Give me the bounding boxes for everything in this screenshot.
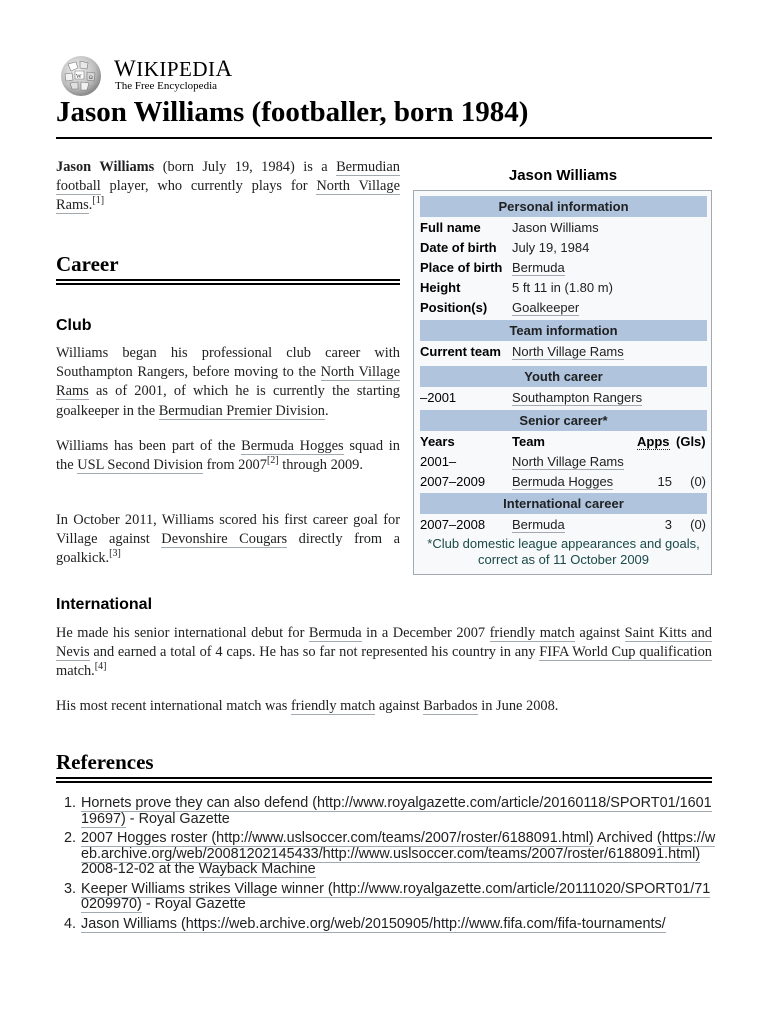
- infobox-col-apps[interactable]: Apps: [637, 434, 670, 449]
- intro-text: (born July 19, 1984) is a: [154, 159, 337, 175]
- link-barbados[interactable]: Barbados: [423, 698, 478, 714]
- body-text: Williams has been part of the: [56, 438, 242, 454]
- body-text: and earned a total of 4 caps. He has so far not represented his country in any: [89, 644, 540, 661]
- link-bermuda-hogges[interactable]: Bermuda Hogges: [512, 474, 614, 489]
- section-heading-career: Career: [56, 252, 119, 276]
- infobox-heading-senior: Senior career*: [420, 410, 707, 431]
- body-text: against: [375, 698, 424, 714]
- link-bermudian-premier-division[interactable]: Bermudian Premier Division: [158, 402, 325, 419]
- infobox-intl-years: 2007–2008: [420, 517, 486, 532]
- infobox-senior-years: 2001–: [420, 454, 457, 469]
- body-text: from 2007: [202, 457, 267, 474]
- link-bermuda-hogges[interactable]: Bermuda Hogges: [241, 438, 344, 454]
- subsection-heading-international: International: [56, 596, 153, 613]
- link-north-village-rams[interactable]: North Village Rams: [512, 344, 624, 359]
- page-title: Jason Williams (footballer, born 1984): [56, 96, 529, 128]
- link-wayback-machine[interactable]: Wayback Machine: [198, 861, 316, 877]
- infobox-value-dob: July 19, 1984: [512, 240, 590, 255]
- infobox-label-position: Position(s): [420, 300, 488, 315]
- reference-number: 1.: [63, 795, 76, 811]
- body-text: He made his senior international debut for: [56, 625, 309, 641]
- link-fifa-world-cup-qualification[interactable]: FIFA World Cup qualification: [539, 644, 713, 661]
- section-heading-references: References: [56, 750, 154, 774]
- infobox-heading-international: International career: [420, 493, 707, 514]
- link-north-village-rams[interactable]: North Village Rams: [56, 178, 400, 214]
- reference-link[interactable]: 2007 Hogges roster (http://www.uslsoccer.com/teams/2007/roster/6188091.html): [81, 830, 594, 846]
- body-text: in June 2008.: [477, 698, 559, 714]
- body-text: against: [574, 625, 625, 641]
- reference-item: [56, 882, 716, 913]
- svg-text:Ω: Ω: [89, 76, 93, 81]
- infobox-label-pob: Place of birth: [420, 260, 503, 275]
- body-text: His most recent international match was: [56, 698, 291, 714]
- body-text: In October 2011, Williams scored his first career goal for Village against: [56, 512, 400, 548]
- intro-text: .: [88, 197, 93, 214]
- infobox-label-full-name: Full name: [420, 220, 481, 235]
- reference-number: 3.: [63, 880, 76, 897]
- svg-text:W: W: [76, 74, 82, 80]
- link-bermudian-football[interactable]: Bermudian football: [56, 159, 401, 195]
- club-paragraph-3: [56, 511, 400, 569]
- wikipedia-wordmark: WIKIPEDIA: [114, 56, 233, 81]
- reference-source: - Royal Gazette: [141, 896, 246, 912]
- body-text: in a December 2007: [361, 625, 490, 641]
- reference-number: 4.: [63, 915, 76, 932]
- reference-item: [56, 831, 716, 878]
- ref-link-2[interactable]: [2]: [266, 455, 279, 467]
- infobox-col-years: Years: [420, 434, 455, 449]
- body-text: Williams began his professional club career with Southampton Rangers, before moving to the: [56, 345, 400, 381]
- infobox-value-height: 5 ft 11 in (1.80 m): [512, 280, 613, 295]
- wikipedia-globe-logo[interactable]: [56, 54, 106, 98]
- infobox-senior-gls: (0): [690, 474, 706, 489]
- infobox-footnote: *Club domestic league appearances and goals, correct as of 11 October 2009: [427, 536, 700, 567]
- infobox-heading-youth: Youth career: [420, 366, 707, 387]
- link-north-village-rams[interactable]: North Village Rams: [512, 454, 624, 469]
- career-divider: [56, 279, 400, 285]
- international-paragraph-1: [56, 624, 712, 682]
- link-goalkeeper[interactable]: Goalkeeper: [512, 300, 580, 315]
- title-divider: [56, 137, 712, 139]
- link-north-village-rams[interactable]: North Village Rams: [56, 364, 400, 400]
- reference-link[interactable]: Jason Williams (https://web.archive.org/web/20150905/http://www.fifa.com/fifa-tournaments/: [81, 915, 666, 932]
- infobox-label-dob: Date of birth: [420, 240, 497, 255]
- references-list: [56, 796, 716, 936]
- subsection-heading-club: Club: [56, 317, 92, 334]
- body-text: .: [324, 402, 329, 419]
- reference-number: 2.: [63, 830, 76, 846]
- infobox-label-current-team: Current team: [420, 344, 501, 359]
- subject-name: Jason Williams: [56, 159, 155, 175]
- link-bermuda[interactable]: Bermuda: [308, 625, 362, 641]
- club-paragraph-2: [56, 437, 400, 475]
- infobox-intl-apps: 3: [664, 517, 672, 532]
- reference-text: 2008-12-02 at the: [81, 861, 199, 877]
- infobox-senior-years: 2007–2009: [420, 474, 486, 489]
- reference-archive-link[interactable]: (https://web.archive.org/web/20081202145433/http://www.uslsoccer.com/teams/2007/roster/6188091.html): [81, 830, 716, 862]
- infobox: [413, 190, 712, 575]
- infobox-youth-years: –2001: [420, 390, 457, 405]
- reference-text: Archived: [593, 830, 657, 846]
- body-text: match.: [56, 663, 95, 680]
- infobox-caption: Jason Williams: [508, 167, 618, 184]
- body-text: through 2009.: [278, 457, 363, 474]
- international-paragraph-2: [56, 697, 712, 716]
- link-saint-kitts-and-nevis[interactable]: Saint Kitts and Nevis: [56, 625, 712, 661]
- infobox-heading-personal: Personal information: [420, 196, 707, 217]
- reference-source: - Royal Gazette: [125, 810, 230, 827]
- reference-link[interactable]: Keeper Williams strikes Village winner (http://www.royalgazette.com/article/20111020/SPORT01/710209970): [81, 880, 711, 912]
- ref-link-4[interactable]: [4]: [94, 661, 107, 673]
- link-bermuda[interactable]: Bermuda: [512, 517, 565, 532]
- body-text: directly from a goalkick.: [56, 531, 400, 567]
- link-devonshire-cougars[interactable]: Devonshire Cougars: [161, 531, 288, 548]
- link-friendly-match[interactable]: friendly match: [489, 625, 575, 641]
- body-text: squad in the: [56, 438, 400, 474]
- body-text: as of 2001, of which he is currently the starting goalkeeper in the: [56, 383, 400, 419]
- infobox-col-team: Team: [512, 434, 545, 449]
- ref-link-1[interactable]: [1]: [92, 195, 105, 207]
- wikipedia-tagline: The Free Encyclopedia: [115, 80, 218, 92]
- references-divider: [56, 777, 712, 783]
- link-usl-second-division[interactable]: USL Second Division: [77, 457, 203, 474]
- infobox-intl-gls: (0): [690, 517, 706, 532]
- reference-link[interactable]: Hornets prove they can also defend (http://www.royalgazette.com/article/20160118/SPORT01/160119697): [81, 795, 712, 827]
- ref-link-3[interactable]: [3]: [109, 548, 121, 560]
- intro-paragraph: [56, 158, 400, 216]
- infobox-value-full-name: Jason Williams: [512, 220, 599, 235]
- reference-item: [56, 796, 716, 827]
- infobox-col-gls: (Gls): [676, 434, 706, 449]
- infobox-senior-apps: 15: [657, 474, 672, 489]
- intro-text: player, who currently plays for: [100, 178, 317, 195]
- link-friendly-match[interactable]: friendly match: [290, 698, 376, 714]
- infobox-label-height: Height: [420, 280, 461, 295]
- club-paragraph-1: [56, 344, 400, 421]
- infobox-heading-team: Team information: [420, 320, 707, 341]
- link-southampton-rangers[interactable]: Southampton Rangers: [512, 390, 643, 405]
- link-bermuda[interactable]: Bermuda: [512, 260, 565, 275]
- reference-item: [56, 917, 716, 933]
